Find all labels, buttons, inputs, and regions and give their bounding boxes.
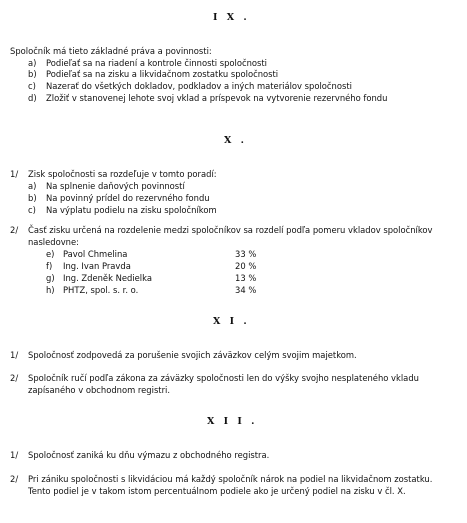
share-percent: 33 %: [235, 249, 257, 259]
list-marker: c): [28, 81, 36, 91]
paragraph-number: 1/: [10, 350, 19, 360]
section-heading-xii: X I I .: [207, 416, 258, 427]
paragraph-number: 2/: [10, 373, 19, 383]
share-marker: e): [46, 249, 55, 259]
list-item: Na splnenie daňových povinností: [46, 181, 185, 191]
section-ix-intro: Spoločník má tieto základné práva a povinnosti:: [10, 46, 212, 56]
paragraph-text: nasledovne:: [28, 237, 79, 247]
paragraph-text: Pri zániku spoločnosti s likvidáciou má každý spoločník nárok na podiel na likvidačnom zostatku.: [28, 474, 433, 484]
share-marker: g): [46, 273, 55, 283]
list-item: Podieľať sa na riadení a kontrole činnosti spoločnosti: [46, 58, 267, 68]
share-marker: f): [46, 261, 53, 271]
paragraph-number: 1/: [10, 450, 19, 460]
paragraph-number: 2/: [10, 225, 19, 235]
paragraph-number: 2/: [10, 474, 19, 484]
paragraph-text: zapísaného v obchodnom registri.: [28, 385, 171, 395]
paragraph-text: Časť zisku určená na rozdelenie medzi spoločníkov sa rozdelí podľa pomeru vkladov spoločníkov: [28, 225, 433, 235]
list-item: Na povinný prídel do rezervného fondu: [46, 193, 210, 203]
list-item: Podieľať sa na zisku a likvidačnom zostatku spoločnosti: [46, 69, 279, 79]
paragraph-text: Spoločnosť zaniká ku dňu výmazu z obchodného registra.: [28, 450, 270, 460]
list-marker: c): [28, 205, 36, 215]
list-marker: b): [28, 69, 37, 79]
paragraph-text: Spoločnosť zodpovedá za porušenie svojich záväzkov celým svojim majetkom.: [28, 350, 357, 360]
list-item: Nazerať do všetkých dokladov, podkladov a iných materiálov spoločnosti: [46, 81, 352, 91]
share-name: PHTZ, spol. s. r. o.: [63, 285, 139, 295]
list-item: Na výplatu podielu na zisku spoločníkom: [46, 205, 217, 215]
list-item: Zložiť v stanovenej lehote svoj vklad a príspevok na vytvorenie rezervného fondu: [46, 93, 388, 103]
list-marker: a): [28, 181, 37, 191]
paragraph-text: Spoločník ručí podľa zákona za záväzky spoločnosti len do výšky svojho nesplateného vkladu: [28, 373, 419, 383]
list-marker: a): [28, 58, 37, 68]
share-marker: h): [46, 285, 55, 295]
share-percent: 20 %: [235, 261, 257, 271]
share-percent: 13 %: [235, 273, 257, 283]
section-heading-ix: I X .: [213, 12, 250, 23]
share-name: Pavol Chmelina: [63, 249, 128, 259]
share-name: Ing. Zdeněk Nedielka: [63, 273, 152, 283]
share-name: Ing. Ivan Pravda: [63, 261, 131, 271]
section-heading-x: X .: [224, 135, 247, 146]
list-marker: d): [28, 93, 37, 103]
list-marker: b): [28, 193, 37, 203]
paragraph-text: Zisk spoločnosti sa rozdeľuje v tomto poradí:: [28, 169, 217, 179]
paragraph-number: 1/: [10, 169, 19, 179]
paragraph-text: Tento podiel je v takom istom percentuálnom podiele ako je určený podiel na zisku v čl. X.: [28, 486, 406, 496]
share-percent: 34 %: [235, 285, 257, 295]
section-heading-xi: X I .: [213, 316, 250, 327]
